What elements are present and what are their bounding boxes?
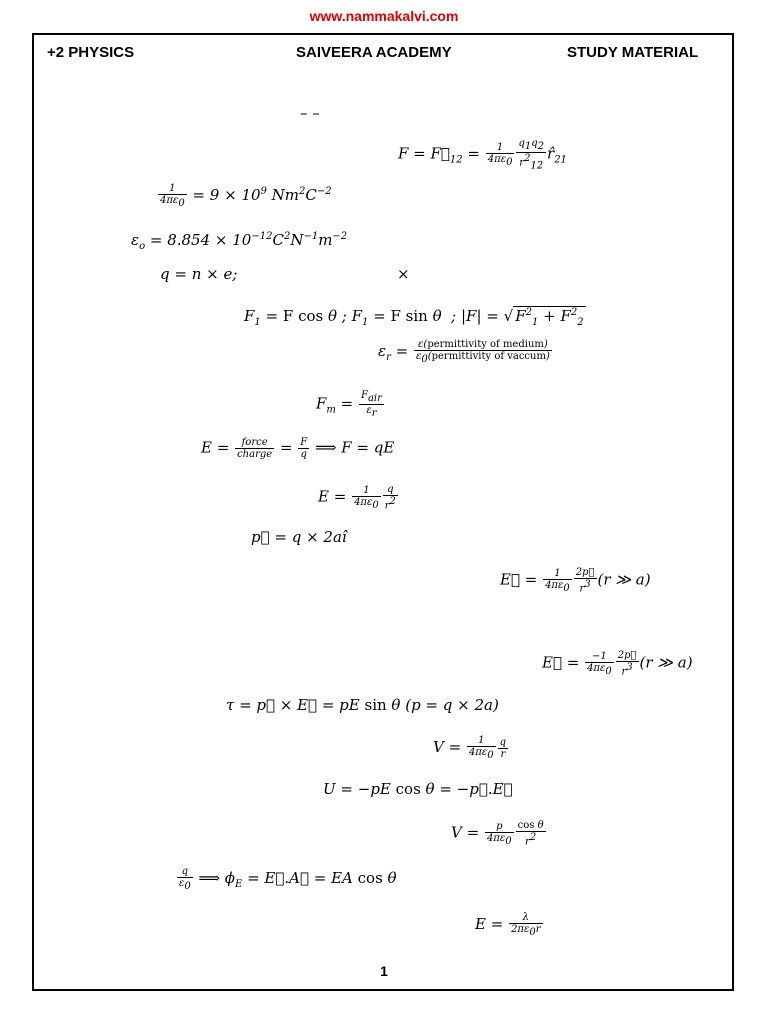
eq-field-definition: E = $\frac{\text{force}}{\text{charge}}$ = $\frac{F}{q}$ ⟹ F = qE [201, 437, 395, 460]
eq-dipole-moment: p⃗ = q × 2aî [251, 528, 347, 546]
eq-force-medium: $F_m$ = $\frac{F_{air}}{\varepsilon_r}$ [316, 390, 382, 419]
eq-torque: τ = p⃗ × E⃗ = pE sin θ (p = q × 2a) [226, 696, 499, 714]
dashes: – – [300, 104, 320, 122]
site-url[interactable]: www.nammakalvi.com [309, 8, 459, 24]
eq-flux: $\frac{q}{\varepsilon_0}$ ⟹ $\phi_E$ = E⃗.A⃗ = EA cos θ [179, 866, 397, 892]
eq-constant-k: $\frac{1}{4\pi\varepsilon_0}$ = $9 \times 10^9$ $Nm^2C^{-2}$ [160, 183, 332, 209]
eq-permittivity: $\varepsilon_o = 8.854 \times 10^{-12}C^2N^{-1}m^{-2}$ [131, 231, 348, 252]
eq-point-field: E = $\frac{1}{4\pi\varepsilon_0}$ $\frac{q}{r^2}$ [318, 484, 396, 512]
page-border [32, 33, 734, 991]
eq-axial-field: E⃗ = $\frac{1}{4\pi\varepsilon_0}$ $\frac{2p⃗}{r^3}$ (r ≫ a) [500, 567, 651, 595]
header-subject: +2 PHYSICS [47, 44, 135, 61]
eq-coulomb: $F = F⃗_{12}$ = $\frac{1}{4\pi\varepsilon_0}$ $\frac{q_1q_2}{r^2_{12}}$ $r̂_{21}$ [398, 138, 567, 172]
eq-dipole-potential: V = $\frac{p}{4\pi\varepsilon_0}$ $\frac{\text{cos θ}}{r^2}$ [451, 820, 544, 848]
eq-line-charge-field: E = $\frac{\lambda}{2\pi\varepsilon_0r}$ [475, 912, 541, 938]
page-number: 1 [380, 963, 388, 979]
eq-dipole-energy: U = −pE cos θ = −p⃗.E⃗ [323, 780, 513, 798]
eq-equatorial-field: E⃗ = $\frac{-1}{4\pi\varepsilon_0}$ $\frac{2p⃗}{r^3}$ (r ≫ a) [542, 650, 693, 678]
eq-relative-permittivity: $\varepsilon_r$ = $\frac{\text{ε(permittivity of medium)}}{\varepsilon_0(permittivity of vaccum)}$ [378, 339, 550, 365]
eq-components: $F_1 = F$ cos θ ; $F_1 = F$ sin θ ; |F| = √ $F^2_1 + F^2_2$ [244, 307, 584, 328]
eq-quantization: q = n × e; [160, 265, 238, 283]
times-sign: × [397, 265, 410, 283]
header-material: STUDY MATERIAL [567, 44, 699, 61]
header-academy: SAIVEERA ACADEMY [296, 44, 452, 61]
eq-potential-point: V = $\frac{1}{4\pi\varepsilon_0}$ $\frac{q}{r}$ [433, 735, 507, 761]
